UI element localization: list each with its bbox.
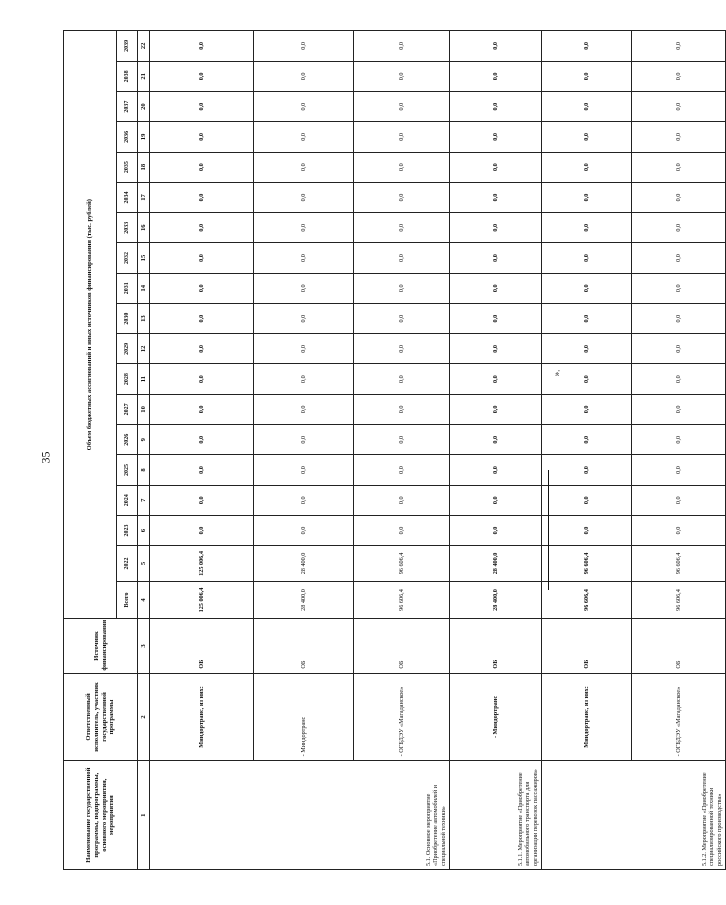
row-value-2031: 0,0 [450, 273, 542, 303]
row-value-2028: 0,0 [632, 364, 726, 394]
row-value-2029: 0,0 [632, 334, 726, 364]
page-number: 35 [38, 451, 53, 464]
header-funding: Объем бюджетных ассигнований и иных источников финансирования (тыс. рублей) [64, 31, 117, 619]
column-number: 11 [138, 364, 150, 394]
header-year: 2033 [117, 213, 138, 243]
row-value-2030: 0,0 [542, 303, 632, 333]
header-year: 2037 [117, 91, 138, 121]
row-value-2027: 0,0 [542, 394, 632, 424]
header-year: 2026 [117, 425, 138, 455]
row-value-2023: 0,0 [632, 515, 726, 545]
header-name: Наименование государственной программы, подпрограммы, основного мероприятия, мероприятия [64, 761, 138, 870]
row-value-2024: 0,0 [632, 485, 726, 515]
row-value-2032: 0,0 [632, 243, 726, 273]
row-value-2027: 0,0 [632, 394, 726, 424]
row-value-2031: 0,0 [542, 273, 632, 303]
row-source: ОБ [254, 619, 354, 673]
row-value-2029: 0,0 [150, 334, 254, 364]
row-value-2037: 0,0 [450, 91, 542, 121]
column-number: 21 [138, 61, 150, 91]
row-executor: - Миндортранс [450, 673, 542, 761]
row-value-2036: 0,0 [632, 122, 726, 152]
row-value-2023: 0,0 [354, 515, 450, 545]
header-year: 2024 [117, 485, 138, 515]
header-year: 2035 [117, 152, 138, 182]
row-value-2023: 0,0 [150, 515, 254, 545]
table-row [542, 31, 632, 870]
row-value-2024: 0,0 [254, 485, 354, 515]
row-value-2033: 0,0 [450, 213, 542, 243]
row-name: 5.1.1. Мероприятие «Приобретение автомобильного транспорта для организации перевозок пассажиров» [450, 761, 542, 870]
row-value-2022: 96 606,4 [632, 546, 726, 582]
header-year: 2028 [117, 364, 138, 394]
column-number: 4 [138, 581, 150, 619]
column-number: 15 [138, 243, 150, 273]
signature-line [548, 470, 549, 590]
table-row [254, 31, 354, 870]
row-executor: Миндортранс, из них: [150, 673, 254, 761]
row-value-2038: 0,0 [632, 61, 726, 91]
row-value-2037: 0,0 [354, 91, 450, 121]
column-number: 12 [138, 334, 150, 364]
row-value-2024: 0,0 [450, 485, 542, 515]
column-number: 9 [138, 425, 150, 455]
row-value-2039: 0,0 [542, 31, 632, 62]
header-executor: Ответственный исполнитель, участник государственной программы [64, 673, 138, 761]
row-value-2029: 0,0 [354, 334, 450, 364]
row-value-2027: 0,0 [354, 394, 450, 424]
row-source: ОБ [542, 619, 632, 673]
row-value-2029: 0,0 [254, 334, 354, 364]
row-value-2023: 0,0 [450, 515, 542, 545]
row-value-2033: 0,0 [254, 213, 354, 243]
table-row [354, 31, 450, 870]
column-number: 20 [138, 91, 150, 121]
rotated-table-container [63, 30, 723, 870]
row-total: 96 606,4 [354, 581, 450, 619]
row-value-2031: 0,0 [150, 273, 254, 303]
table-body [150, 31, 726, 870]
column-number: 16 [138, 213, 150, 243]
row-value-2035: 0,0 [632, 152, 726, 182]
row-value-2024: 0,0 [150, 485, 254, 515]
column-number: 17 [138, 182, 150, 212]
header-year: 2038 [117, 61, 138, 91]
row-value-2026: 0,0 [542, 425, 632, 455]
row-value-2033: 0,0 [150, 213, 254, 243]
row-value-2025: 0,0 [542, 455, 632, 485]
column-number: 10 [138, 394, 150, 424]
row-value-2035: 0,0 [354, 152, 450, 182]
row-value-2032: 0,0 [354, 243, 450, 273]
row-value-2034: 0,0 [450, 182, 542, 212]
row-value-2026: 0,0 [450, 425, 542, 455]
row-value-2026: 0,0 [632, 425, 726, 455]
header-source: Источник финансирования [64, 619, 138, 673]
row-value-2038: 0,0 [450, 61, 542, 91]
row-value-2028: 0,0 [254, 364, 354, 394]
column-number: 14 [138, 273, 150, 303]
header-year: 2034 [117, 182, 138, 212]
header-year: 2039 [117, 31, 138, 62]
row-value-2028: 0,0 [150, 364, 254, 394]
row-source: ОБ [450, 619, 542, 673]
table-row [150, 31, 254, 870]
row-value-2032: 0,0 [542, 243, 632, 273]
row-value-2038: 0,0 [542, 61, 632, 91]
row-value-2022: 28 400,0 [450, 546, 542, 582]
row-name: 5.1. Основное мероприятие «Приобретение автомобилей и специальной техники» [150, 761, 450, 870]
column-number: 19 [138, 122, 150, 152]
row-value-2037: 0,0 [632, 91, 726, 121]
row-value-2039: 0,0 [450, 31, 542, 62]
table-row [450, 31, 542, 870]
header-year: 2022 [117, 546, 138, 582]
row-value-2025: 0,0 [254, 455, 354, 485]
header-year: 2023 [117, 515, 138, 545]
row-executor: Миндортранс, из них: [542, 673, 632, 761]
row-name: 5.1.2. Мероприятие «Приобретение специализированной техники российского производства» [542, 761, 726, 870]
row-value-2028: 0,0 [354, 364, 450, 394]
row-value-2022: 96 606,4 [354, 546, 450, 582]
row-value-2032: 0,0 [450, 243, 542, 273]
column-number: 7 [138, 485, 150, 515]
column-number: 13 [138, 303, 150, 333]
row-value-2033: 0,0 [632, 213, 726, 243]
row-value-2027: 0,0 [450, 394, 542, 424]
row-executor: - Миндортранс [254, 673, 354, 761]
row-value-2036: 0,0 [150, 122, 254, 152]
row-value-2029: 0,0 [542, 334, 632, 364]
row-value-2026: 0,0 [254, 425, 354, 455]
row-source: ОБ [150, 619, 254, 673]
table-row [632, 31, 726, 870]
row-value-2036: 0,0 [254, 122, 354, 152]
row-value-2033: 0,0 [542, 213, 632, 243]
row-value-2039: 0,0 [150, 31, 254, 62]
row-value-2035: 0,0 [542, 152, 632, 182]
row-value-2030: 0,0 [632, 303, 726, 333]
column-number: 8 [138, 455, 150, 485]
header-year: 2036 [117, 122, 138, 152]
row-value-2028: 0,0 [542, 364, 632, 394]
column-number: 5 [138, 546, 150, 582]
row-value-2030: 0,0 [150, 303, 254, 333]
row-value-2034: 0,0 [542, 182, 632, 212]
row-value-2028: 0,0 [450, 364, 542, 394]
row-value-2034: 0,0 [150, 182, 254, 212]
row-source: ОБ [354, 619, 450, 673]
row-value-2025: 0,0 [632, 455, 726, 485]
row-value-2027: 0,0 [254, 394, 354, 424]
row-value-2026: 0,0 [150, 425, 254, 455]
row-value-2036: 0,0 [450, 122, 542, 152]
funding-table [63, 30, 726, 870]
row-total: 28 400,0 [450, 581, 542, 619]
row-value-2031: 0,0 [632, 273, 726, 303]
header-year: 2027 [117, 394, 138, 424]
row-value-2037: 0,0 [542, 91, 632, 121]
row-value-2038: 0,0 [354, 61, 450, 91]
header-total: Всего [117, 581, 138, 619]
row-executor: - ОГБДЭУ «Магаданское» [632, 673, 726, 761]
header-year: 2029 [117, 334, 138, 364]
column-number-row [138, 31, 150, 870]
row-value-2034: 0,0 [632, 182, 726, 212]
row-value-2022: 28 400,0 [254, 546, 354, 582]
row-value-2036: 0,0 [354, 122, 450, 152]
row-value-2039: 0,0 [254, 31, 354, 62]
row-value-2038: 0,0 [150, 61, 254, 91]
row-value-2024: 0,0 [542, 485, 632, 515]
header-year: 2031 [117, 273, 138, 303]
row-value-2027: 0,0 [150, 394, 254, 424]
row-value-2034: 0,0 [354, 182, 450, 212]
row-value-2035: 0,0 [254, 152, 354, 182]
row-value-2032: 0,0 [150, 243, 254, 273]
header-year: 2025 [117, 455, 138, 485]
row-value-2022: 125 006,4 [150, 546, 254, 582]
row-value-2022: 96 606,4 [542, 546, 632, 582]
row-value-2037: 0,0 [150, 91, 254, 121]
header-year: 2030 [117, 303, 138, 333]
row-value-2030: 0,0 [450, 303, 542, 333]
column-number: 22 [138, 31, 150, 62]
row-value-2038: 0,0 [254, 61, 354, 91]
row-value-2026: 0,0 [354, 425, 450, 455]
row-value-2023: 0,0 [254, 515, 354, 545]
row-value-2025: 0,0 [450, 455, 542, 485]
row-value-2030: 0,0 [254, 303, 354, 333]
row-source: ОБ [632, 619, 726, 673]
row-value-2031: 0,0 [254, 273, 354, 303]
row-value-2037: 0,0 [254, 91, 354, 121]
row-total: 96 606,4 [542, 581, 632, 619]
row-value-2039: 0,0 [632, 31, 726, 62]
row-total: 28 400,0 [254, 581, 354, 619]
row-total: 96 606,4 [632, 581, 726, 619]
column-number: 18 [138, 152, 150, 182]
row-value-2023: 0,0 [542, 515, 632, 545]
footer-mark: ». [551, 369, 562, 377]
row-total: 125 006,4 [150, 581, 254, 619]
header-row-1 [64, 31, 117, 870]
row-value-2036: 0,0 [542, 122, 632, 152]
row-value-2035: 0,0 [150, 152, 254, 182]
row-value-2025: 0,0 [354, 455, 450, 485]
column-number: 2 [138, 673, 150, 761]
row-value-2032: 0,0 [254, 243, 354, 273]
row-value-2039: 0,0 [354, 31, 450, 62]
row-value-2030: 0,0 [354, 303, 450, 333]
row-value-2035: 0,0 [450, 152, 542, 182]
row-value-2029: 0,0 [450, 334, 542, 364]
row-value-2034: 0,0 [254, 182, 354, 212]
row-value-2025: 0,0 [150, 455, 254, 485]
column-number: 6 [138, 515, 150, 545]
column-number: 1 [138, 761, 150, 870]
row-value-2031: 0,0 [354, 273, 450, 303]
row-value-2024: 0,0 [354, 485, 450, 515]
row-value-2033: 0,0 [354, 213, 450, 243]
header-year: 2032 [117, 243, 138, 273]
column-number: 3 [138, 619, 150, 673]
row-executor: - ОГБДЭУ «Магаданское» [354, 673, 450, 761]
